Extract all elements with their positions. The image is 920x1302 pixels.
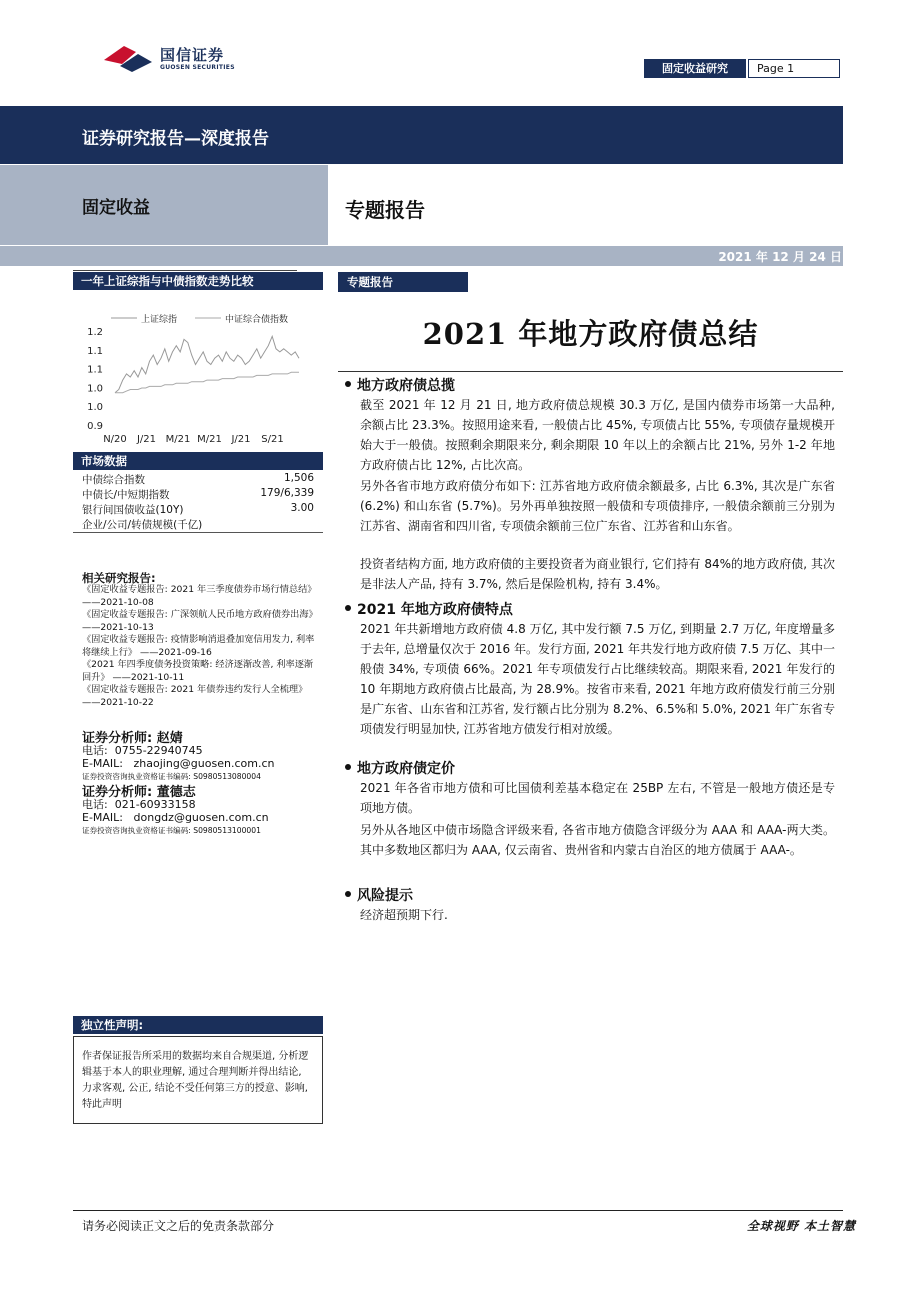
paragraph: 2021 年共新增地方政府债 4.8 万亿, 其中发行额 7.5 万亿, 到期量 2.7 万亿, 年度增量多于去年, 总增量仅次于 2016 年。发行方面, 2021 年共发行地方政府债 7.5 万亿、其中一般债 34%, 专项债 66%。2021 年专项债发行占比继续较高。期限来看, 2021 年发行的 10 年期地方政府债占比最高, 为 28.9%。按省市来看, 2021 年地方政府债发行前三分别是广东省、山东省和江苏省, 发行额占比分别为 8.2%、6.5%和 5.0%, 2021 年广东省专项债发行明显加快, 江苏省地方债发行相对放缓。 bbox=[360, 622, 835, 736]
footer-divider bbox=[73, 1210, 843, 1211]
market-row-label: 中债长/中短期指数 bbox=[82, 489, 170, 501]
chart-box-title: 一年上证综指与中债指数走势比较 bbox=[73, 272, 323, 290]
market-row-value: 3.00 bbox=[290, 502, 314, 514]
legend-label: 上证综指 bbox=[141, 315, 178, 325]
related-report-item[interactable]: 《固定收益专题报告: 2021 年债券违约发行人全梳理》 ——2021-10-22 bbox=[82, 684, 308, 708]
related-report-item[interactable]: 《固定收益专题报告: 疫情影响消退叠加宽信用发力, 利率将继续上行》 ——2021-09-16 bbox=[82, 634, 315, 658]
paragraph: 另外从各地区中债市场隐含评级来看, 各省市地方债隐含评级分为 AAA 和 AAA-两大类。其中多数地区都归为 AAA, 仅云南省、贵州省和内蒙古自治区的地方债属于 AAA-。 bbox=[360, 823, 835, 857]
page-number: Page 1 bbox=[748, 59, 840, 78]
y-tick-label: 1.2 bbox=[87, 327, 103, 338]
analyst-name: 证券分析师: 董德志 bbox=[82, 785, 196, 800]
section-title: 风险提示 bbox=[345, 885, 413, 905]
index-comparison-chart bbox=[73, 292, 325, 450]
series-line bbox=[115, 372, 299, 392]
market-row bbox=[82, 517, 314, 532]
footer-slogan: 全球视野 本土智慧 bbox=[746, 1219, 856, 1233]
report-date: 2021 年 12 月 24 日 bbox=[718, 250, 842, 264]
bullet-icon bbox=[345, 891, 351, 897]
x-tick-label: J/21 bbox=[231, 434, 251, 445]
analyst-name: 证券分析师: 赵婧 bbox=[82, 731, 183, 746]
related-report-item[interactable]: 《2021 年四季度债务投资策略: 经济逐渐改善, 利率逐渐回升》 ——2021-10-11 bbox=[82, 659, 314, 683]
section-title: 2021 年地方政府债特点 bbox=[345, 599, 513, 619]
logo-text: 国信证券 bbox=[160, 46, 225, 64]
y-tick-label: 1.0 bbox=[87, 402, 103, 414]
date-bar bbox=[0, 246, 843, 266]
analyst-email[interactable]: E-MAIL: dongdz@guosen.com.cn bbox=[82, 811, 269, 824]
topic-tag: 专题报告 bbox=[338, 272, 468, 292]
x-tick-label: J/21 bbox=[136, 434, 157, 445]
chart-frame-top bbox=[73, 270, 297, 271]
section-title: 地方政府债总揽 bbox=[345, 375, 455, 395]
analyst-phone: 电话: 021-60933158 bbox=[82, 798, 196, 811]
page-title: 2021 年地方政府债总结 bbox=[422, 317, 759, 351]
market-row-label: 中债综合指数 bbox=[82, 474, 145, 486]
legend-label: 中证综合债指数 bbox=[225, 315, 289, 325]
analyst-cert: 证券投资咨询执业资格证书编码: S0980513080004 bbox=[82, 772, 261, 781]
analyst-email[interactable]: E-MAIL: zhaojing@guosen.com.cn bbox=[82, 757, 275, 770]
related-reports-list bbox=[82, 584, 318, 709]
declaration-title: 独立性声明: bbox=[73, 1016, 323, 1034]
paragraph: 投资者结构方面, 地方政府债的主要投资者为商业银行, 它们持有 84%的地方政府债, 其次是非法人产品, 持有 3.7%, 然后是保险机构, 持有 3.4%。 bbox=[360, 557, 835, 591]
disclaimer-note: 请务必阅读正文之后的免责条款部分 bbox=[82, 1219, 275, 1233]
chart-series bbox=[115, 336, 299, 392]
market-row bbox=[82, 487, 314, 502]
logo-text-en: GUOSEN SECURITIES bbox=[160, 64, 235, 71]
market-row bbox=[82, 502, 314, 517]
report-category-label: 固定收益研究 bbox=[644, 59, 746, 78]
paragraph: 2021 年各省市地方债和可比国债利差基本稳定在 25BP 左右, 不管是一般地方债还是专项地方债。 bbox=[360, 781, 835, 815]
y-tick-label: 1.1 bbox=[87, 345, 103, 357]
analyst-cert: 证券投资咨询执业资格证书编码: S0980513100001 bbox=[82, 826, 261, 835]
bullet-icon bbox=[345, 605, 351, 611]
x-tick-label: S/21 bbox=[261, 434, 284, 445]
market-row-value: 179/6,339 bbox=[260, 487, 314, 499]
paragraph: 经济超预期下行. bbox=[360, 908, 448, 922]
bullet-icon bbox=[345, 764, 351, 770]
y-tick-label: 0.9 bbox=[87, 421, 103, 432]
chart-legend bbox=[111, 313, 288, 325]
x-tick-label: M/21 bbox=[165, 434, 191, 445]
declaration-text: 作者保证报告所采用的数据均来自合规渠道, 分析逻辑基于本人的职业理解, 通过合理判断并得出结论, 力求客观, 公正, 结论不受任何第三方的授意、影响, 特此声明 bbox=[73, 1036, 323, 1124]
chart-x-axis bbox=[103, 434, 284, 445]
report-type: 证券研究报告—深度报告 bbox=[82, 129, 269, 149]
section-title: 地方政府债定价 bbox=[345, 758, 455, 778]
chart-y-axis bbox=[87, 327, 103, 432]
market-row bbox=[82, 472, 314, 487]
analyst-phone: 电话: 0755-22940745 bbox=[82, 744, 203, 757]
report-kind: 专题报告 bbox=[345, 198, 425, 222]
market-row-label: 企业/公司/转债规模(千亿) bbox=[82, 519, 203, 531]
paragraph: 截至 2021 年 12 月 21 日, 地方政府债总规模 30.3 万亿, 是国内债券市场第一大品种, 余额占比 23.3%。按照用途来看, 一般债占比 45%, 专项债占比 55%, 专项债存量规模开始大于一般债。按照剩余期限来分, 剩余期限 10 年以上的余额占比 21%, 另外 1-2 年地方政府债占比 12%, 占比次高。 bbox=[360, 398, 835, 472]
title-divider bbox=[338, 371, 843, 372]
bullet-icon bbox=[345, 381, 351, 387]
related-report-item[interactable]: 《固定收益专题报告: 2021 年三季度债券市场行情总结》 ——2021-10-08 bbox=[82, 584, 317, 608]
y-tick-label: 1.1 bbox=[87, 364, 103, 376]
sector-label: 固定收益 bbox=[82, 198, 150, 218]
market-row-value: 1,506 bbox=[283, 472, 314, 484]
market-divider bbox=[73, 532, 323, 533]
guosen-logo-icon bbox=[102, 42, 154, 74]
series-line bbox=[115, 336, 299, 392]
market-data-title: 市场数据 bbox=[73, 452, 323, 470]
paragraph: 另外各省市地方政府债分布如下: 江苏省地方政府债余额最多, 占比 6.3%, 其次是广东省 (6.2%) 和山东省 (5.7%)。另外再单独按照一般债和专项债排序, 一般债余额前三分别为江苏省、湖南省和四川省, 专项债余额前三位广东省、江苏省和山东省。 bbox=[360, 479, 835, 533]
market-row-label: 银行间国债收益(10Y) bbox=[82, 504, 184, 516]
x-tick-label: M/21 bbox=[197, 434, 222, 445]
y-tick-label: 1.0 bbox=[87, 383, 103, 395]
sector-banner bbox=[0, 165, 328, 245]
x-tick-label: N/20 bbox=[103, 434, 127, 445]
related-report-item[interactable]: 《固定收益专题报告: 广深领航人民币地方政府债券出海》 ——2021-10-13 bbox=[82, 609, 318, 633]
related-reports-title: 相关研究报告: bbox=[82, 571, 156, 585]
